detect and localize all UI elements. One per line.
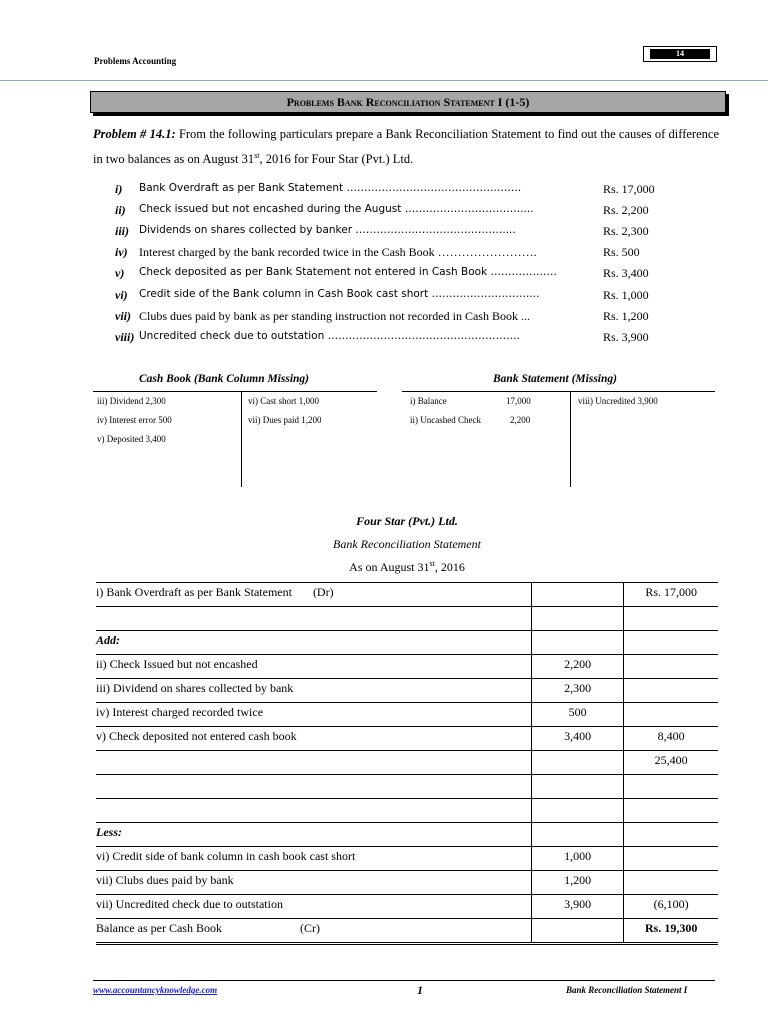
table-row	[96, 895, 718, 919]
list-item	[115, 288, 675, 308]
bank-debit-amount: 17,000	[506, 396, 531, 406]
table-row	[96, 871, 718, 895]
row-label: v) Check deposited not entered cash book	[96, 727, 531, 751]
cash-book-credit-entry: vi) Cast short 1,000	[248, 396, 319, 406]
item-amount: Rs. 2,300	[603, 224, 649, 238]
item-amount: Rs. 3,400	[603, 266, 649, 280]
footer-page-number: 1	[417, 983, 423, 997]
row-total	[624, 847, 718, 871]
table-row	[96, 607, 718, 631]
row-amount: 2,200	[531, 655, 624, 679]
row-total	[624, 679, 718, 703]
item-text: Dividends on shares collected by banker ……………………………………....	[139, 224, 516, 236]
company-name: Four Star (Pvt.) Ltd.	[356, 514, 458, 528]
section-banner	[90, 91, 726, 113]
table-row	[96, 799, 718, 823]
reconciliation-table	[96, 582, 718, 945]
header-title: Problems Accounting	[94, 56, 177, 66]
row-label: iii) Dividend on shares collected by bank	[96, 679, 531, 703]
row-label: ii) Check Issued but not encashed	[96, 655, 531, 679]
item-amount: Rs. 1,200	[603, 309, 649, 323]
problem-text-b: , 2016 for Four Star (Pvt.) Ltd.	[259, 152, 414, 167]
banner-text: Problems Bank Reconciliation Statement I (1-5)	[286, 95, 530, 109]
item-number: vi)	[115, 288, 128, 302]
table-row	[96, 655, 718, 679]
cash-book-debit-entry: iii) Dividend 2,300	[97, 396, 166, 406]
problem-text-a: From the following particulars prepare a Bank Reconciliation Statement to find out the causes of difference in two balances as on August 31	[93, 127, 719, 167]
item-text: Credit side of the Bank column in Cash Book cast short ………………………....	[139, 288, 540, 300]
bank-credit-entry: viii) Uncredited 3,900	[578, 396, 658, 406]
table-row	[96, 751, 718, 775]
footer-divider	[93, 980, 715, 981]
cash-book-title: Cash Book (Bank Column Missing)	[139, 373, 310, 385]
item-text: Check deposited as per Bank Statement not entered in Cash Book ……………….	[139, 266, 557, 278]
page-number: 14	[650, 49, 710, 59]
row-total: Rs. 17,000	[624, 583, 718, 607]
item-number: viii)	[115, 330, 135, 344]
header-divider	[0, 80, 768, 81]
row-total: 25,400	[624, 751, 718, 775]
row-amount	[531, 583, 624, 607]
item-number: ii)	[115, 203, 126, 217]
item-text: Bank Overdraft as per Bank Statement …………………………………….…….	[139, 182, 522, 194]
row-amount: 1,000	[531, 847, 624, 871]
problem-sup: st	[254, 151, 260, 160]
row-total: 8,400	[624, 727, 718, 751]
row-amount: 500	[531, 703, 624, 727]
row-label: vii) Clubs dues paid by bank	[96, 871, 531, 895]
row-amount: 2,300	[531, 679, 624, 703]
row-label: vi) Credit side of bank column in cash book cast short	[96, 847, 531, 871]
statement-subtitle: Bank Reconciliation Statement	[333, 537, 481, 551]
page-number-box	[643, 46, 717, 62]
list-item	[115, 182, 675, 202]
row-label: vii) Uncredited check due to outstation	[96, 895, 531, 919]
item-text: Clubs dues paid by bank as per standing instruction not recorded in Cash Book ...	[139, 309, 530, 323]
item-amount: Rs. 17,000	[603, 182, 655, 196]
date-text-b: , 2016	[434, 560, 465, 574]
table-row	[96, 631, 718, 655]
table-row	[96, 919, 718, 944]
row-amount: 3,400	[531, 727, 624, 751]
bank-debit-label: i) Balance	[410, 396, 447, 406]
list-item	[115, 224, 675, 244]
row-amount: 3,900	[531, 895, 624, 919]
item-amount: Rs. 1,000	[603, 288, 649, 302]
problem-label: Problem # 14.1:	[93, 127, 176, 141]
table-row	[96, 703, 718, 727]
item-text: Check issued but not encashed during the August ……………………………....	[139, 203, 534, 215]
bank-debit-amount: 2,200	[510, 415, 531, 425]
item-number: vii)	[115, 309, 131, 323]
cash-book-debit-entry: v) Deposited 3,400	[97, 434, 166, 444]
date-sup: st	[429, 559, 435, 568]
add-label: Add:	[96, 631, 531, 655]
row-label: Balance as per Cash Book (Cr)	[96, 919, 531, 944]
item-number: iv)	[115, 245, 128, 259]
bank-debit-label: ii) Uncashed Check	[410, 415, 481, 425]
item-text: Uncredited check due to outstation ……………………………………………….	[139, 330, 520, 342]
row-label: iv) Interest charged recorded twice	[96, 703, 531, 727]
table-row	[96, 679, 718, 703]
cash-book-debit-entry: iv) Interest error 500	[97, 415, 172, 425]
cash-book-topline	[93, 391, 377, 392]
row-amount: 1,200	[531, 871, 624, 895]
item-amount: Rs. 500	[603, 245, 640, 259]
item-number: v)	[115, 266, 125, 280]
item-amount: Rs. 2,200	[603, 203, 649, 217]
item-number: iii)	[115, 224, 129, 238]
table-row	[96, 775, 718, 799]
list-item	[115, 203, 675, 223]
list-item	[115, 266, 675, 286]
bank-statement-topline	[402, 391, 715, 392]
item-text: Interest charged by the bank recorded twice in the Cash Book …………………….	[139, 245, 537, 259]
statement-date	[0, 559, 768, 575]
footer-website-link[interactable]: www.accountancyknowledge.com	[93, 985, 218, 995]
table-row	[96, 583, 718, 607]
row-total	[624, 871, 718, 895]
table-row	[96, 823, 718, 847]
less-label: Less:	[96, 823, 531, 847]
cash-book-divider	[241, 391, 242, 487]
bank-statement-title: Bank Statement (Missing)	[493, 373, 617, 385]
row-total	[624, 703, 718, 727]
table-row	[96, 847, 718, 871]
item-amount: Rs. 3,900	[603, 330, 649, 344]
list-item	[115, 309, 675, 329]
list-item	[115, 330, 675, 350]
table-row	[96, 727, 718, 751]
row-total	[624, 655, 718, 679]
bank-statement-divider	[570, 391, 571, 487]
item-number: i)	[115, 182, 123, 196]
row-total: (6,100)	[624, 895, 718, 919]
row-total: Rs. 19,300	[624, 919, 718, 944]
row-label: i) Bank Overdraft as per Bank Statement (Dr)	[96, 583, 531, 607]
cash-book-credit-entry: vii) Dues paid 1,200	[248, 415, 322, 425]
date-text-a: As on August 31	[349, 560, 430, 574]
problem-statement	[93, 124, 719, 170]
footer-chapter-title: Bank Reconciliation Statement I	[566, 985, 688, 995]
list-item	[115, 245, 675, 265]
